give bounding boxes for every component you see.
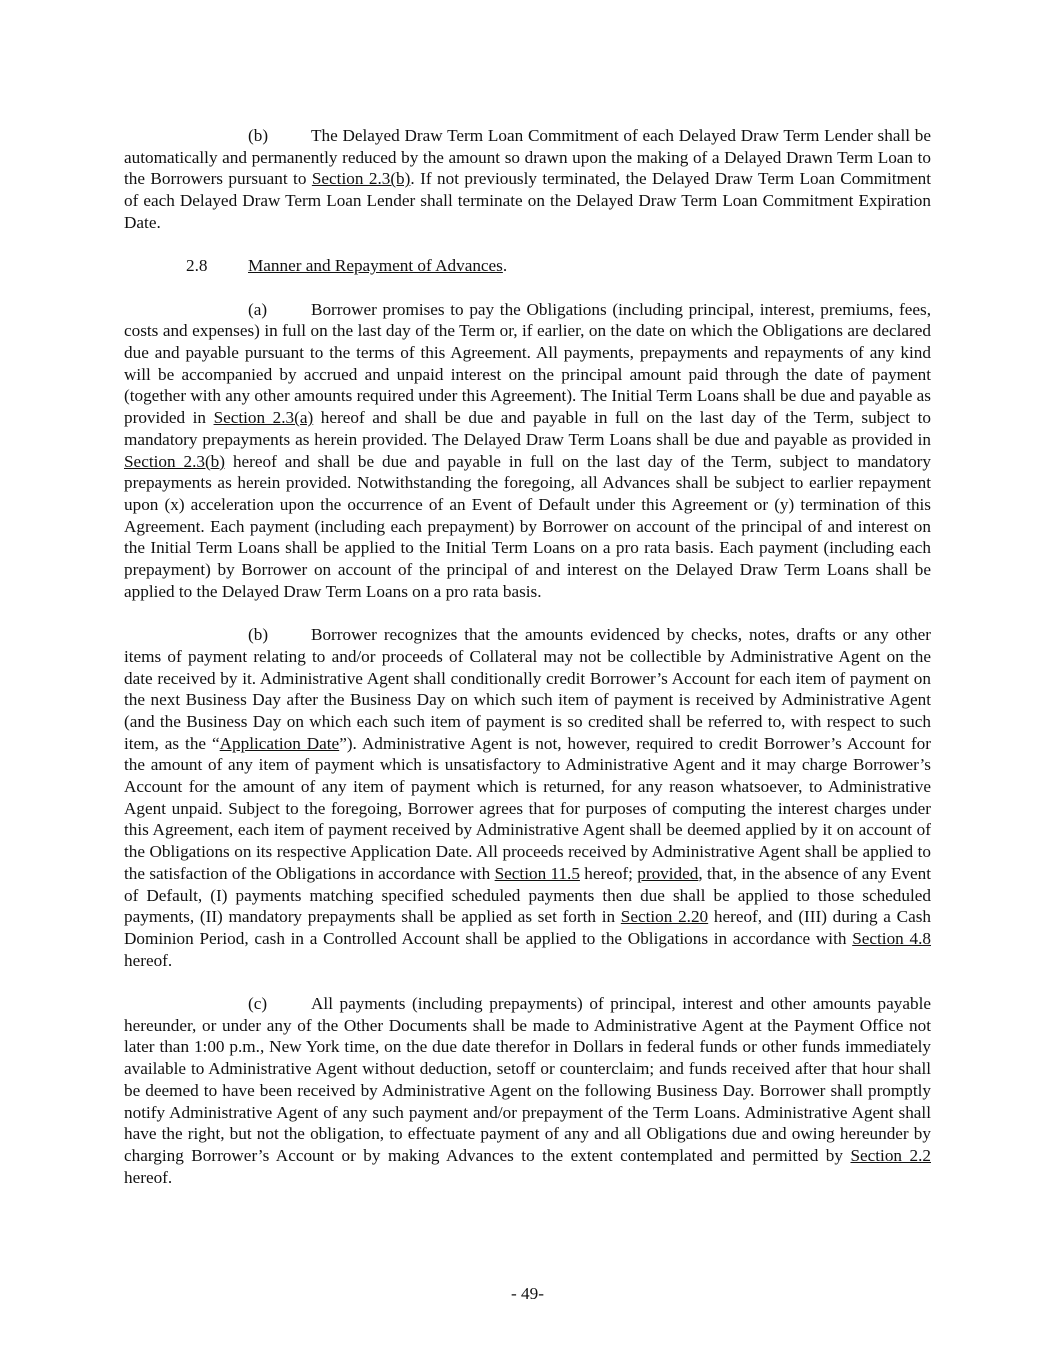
- paragraph-text: Borrower promises to pay the Obligations (including principal, interest, premiums, fees, costs and expenses) in full on the last day of the Term or, if earlier, on the date on which the Obligations are declared due and payable pursuant to the terms of this Agreement. All payments, prepayments and repayments of any kind will be accompanied by accrued and unpaid interest on the principal amount paid through the date of payment (together with any other amounts required under this Agreement). The Initial Term Loans shall be due and payable as provided in: [124, 299, 931, 428]
- document-page: [124, 125, 931, 1210]
- paragraph-b-application: [124, 624, 931, 971]
- section-reference: Section 2.20: [620, 907, 709, 927]
- paragraph-text: ”). Administrative Agent is not, however, required to credit Borrower’s Account for the amount of any item of payment which is unsatisfactory to Administrative Agent and it may charge Borrower’s Account for the amount of any item of payment which is returned, for any reason whatsoever, to Administrative Agent unpaid. Subject to the foregoing, Borrower agrees that for purposes of computing the interest charges under this Agreement, each item of payment received by Administrative Agent shall be deemed applied by it on account of the Obligations on its respective Application Date. All proceeds received by Administrative Agent shall be applied to the satisfaction of the Obligations in accordance with: [124, 733, 931, 883]
- page-number: - 49-: [511, 1284, 544, 1303]
- paragraph-text: All payments (including prepayments) of principal, interest and other amounts payable hereunder, or under any of the Other Documents shall be made to Administrative Agent at the Payment Office not later than 1:00 p.m., New York time, on the due date therefor in Dollars in federal funds or other funds immediately available to Administrative Agent without deduction, setoff or counterclaim; and funds received after that hour shall be deemed to have been received by Administrative Agent on the following Business Day. Borrower shall promptly notify Administrative Agent of any such payment and/or prepayment of the Term Loans. Administrative Agent shall have the right, but not the obligation, to effectuate payment of any and all Obligations due and owing hereunder by charging Borrower’s Account or by making Advances to the extent contemplated and permitted by: [124, 994, 931, 1165]
- section-reference: Section 4.8: [852, 928, 931, 948]
- paragraph-text: hereof;: [579, 863, 638, 883]
- section-reference: Section 2.2: [850, 1145, 931, 1165]
- paragraph-text: hereof.: [124, 1167, 173, 1187]
- paragraph-label: (b): [248, 126, 269, 145]
- paragraph-text: . If not previously terminated, the Delayed Draw Term Loan Commitment of each Delayed Draw Term Loan Lender shall terminate on the Delayed Draw Term Loan Commitment Expiration Date.: [124, 169, 931, 232]
- paragraph-label: (a): [248, 299, 268, 319]
- paragraph-label: (b): [248, 625, 269, 645]
- section-number: 2.8: [186, 256, 208, 276]
- section-heading: [124, 255, 931, 277]
- paragraph-text: Borrower recognizes that the amounts evidenced by checks, notes, drafts or any other items of payment relating to and/or proceeds of Collateral may not be collectible by Administrative Agent on the date received by it. Administrative Agent shall conditionally credit Borrower’s Account for each item of payment on the next Business Day after the Business Day on which such item of payment is received by Administrative Agent (and the Business Day on which each such item of payment is so credited shall be referred to, with respect to such item, as the “: [124, 625, 931, 753]
- section-reference: Section 2.3(a): [213, 408, 314, 428]
- paragraph-text: hereof and shall be due and payable in full on the last day of the Term, subject to mandatory prepayments as herein provided. Notwithstanding the foregoing, all Advances shall be subject to earlier repayment upon (x) acceleration upon the occurrence of an Event of Default under this Agreement or (y) termination of this Agreement. Each payment (including each prepayment) by Borrower on account of the principal of and interest on the Initial Term Loans shall be applied to the Initial Term Loans on a pro rata basis. Each payment (including each prepayment) by Borrower on account of the principal of and interest on the Delayed Draw Term Loans shall be applied to the Delayed Draw Term Loans on a pro rata basis.: [124, 451, 931, 601]
- section-reference: Section 2.3(b): [124, 451, 226, 471]
- section-reference: Section 11.5: [494, 863, 580, 883]
- paragraph-text: hereof.: [124, 950, 173, 970]
- paragraph-text: , that, in the absence of any Event of Default, (I) payments matching specified scheduled payments then due shall be applied to those scheduled payments, (II) mandatory prepayments shall be applied as set forth in: [124, 863, 932, 927]
- section-reference: Section 2.3(b): [311, 169, 411, 189]
- paragraph-b-delayed-draw: [124, 125, 931, 234]
- paragraph-a-repayment: [124, 299, 931, 603]
- section-title-punctuation: .: [502, 256, 508, 276]
- section-title: Manner and Repayment of Advances: [248, 256, 503, 276]
- paragraph-text: hereof and shall be due and payable in full on the last day of the Term, subject to mandatory prepayments as herein provided. The Delayed Draw Term Loans shall be due and payable as provided in: [124, 408, 931, 449]
- paragraph-text: The Delayed Draw Term Loan Commitment of each Delayed Draw Term Lender shall be automatically and permanently reduced by the amount so drawn upon the making of a Delayed Drawn Term Loan to the Borrowers pursuant to: [124, 126, 931, 189]
- paragraph-c-payments: [124, 993, 931, 1188]
- paragraph-text: hereof, and (III) during a Cash Dominion Period, cash in a Controlled Account shall be applied to the Obligations in accordance with: [124, 907, 931, 948]
- paragraph-label: (c): [248, 994, 268, 1014]
- proviso-term: provided: [637, 863, 699, 883]
- defined-term: Application Date: [219, 733, 340, 753]
